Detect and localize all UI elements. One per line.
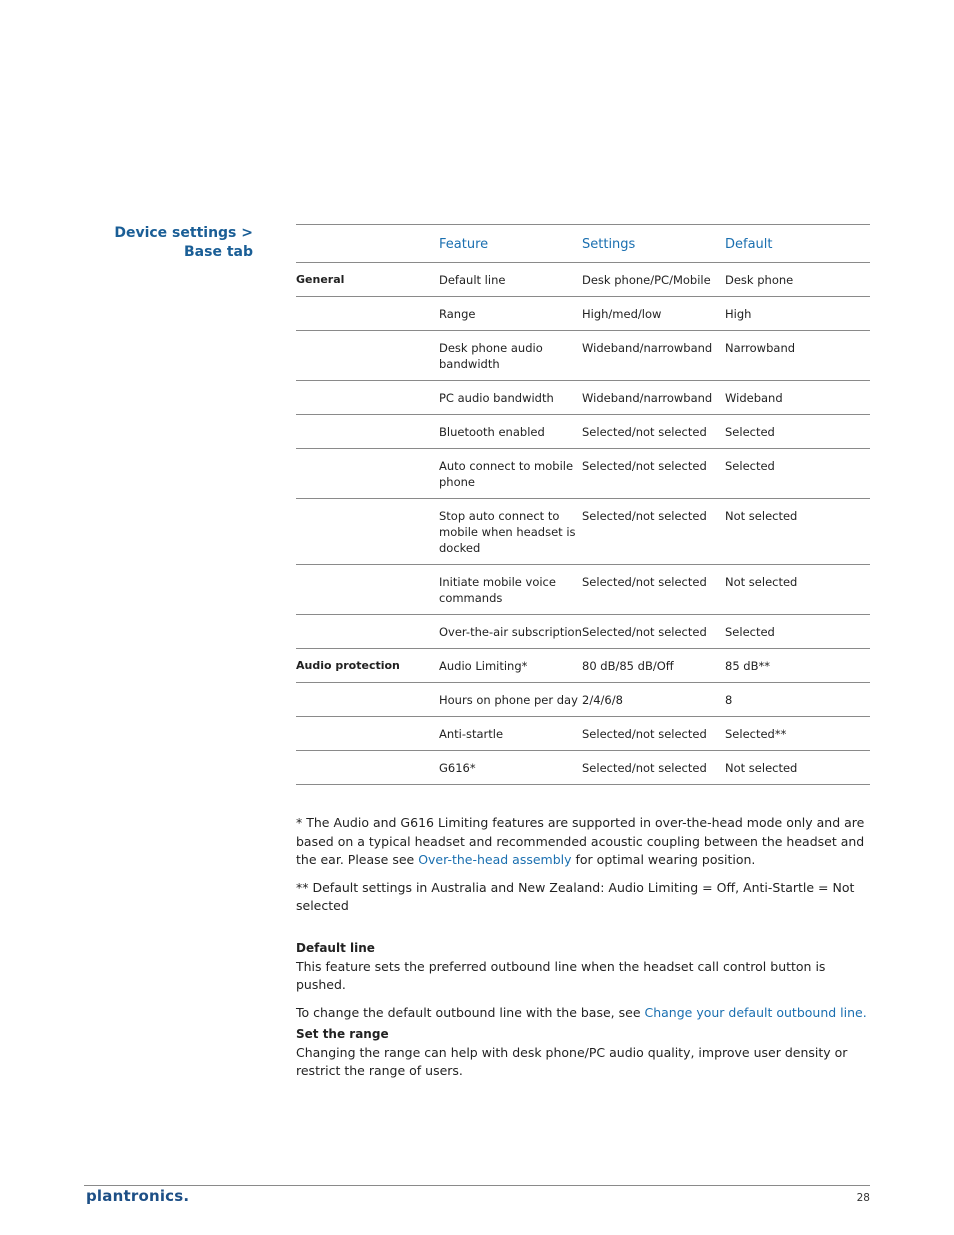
header-category — [296, 225, 439, 263]
row-category — [296, 449, 439, 499]
settings-table — [296, 224, 870, 785]
row-feature: G616* — [439, 761, 476, 775]
row-feature: Anti-startle — [439, 727, 504, 741]
plantronics-logo: plantronics. — [86, 1187, 190, 1205]
table-row — [296, 615, 870, 649]
page-number: 28 — [856, 1192, 870, 1204]
row-default: Selected — [725, 625, 775, 639]
table-body — [296, 263, 870, 785]
footnotes — [296, 814, 870, 916]
footer-divider — [84, 1185, 870, 1186]
row-category — [296, 615, 439, 649]
row-category — [296, 415, 439, 449]
row-feature: Auto connect to mobile phone — [439, 459, 574, 489]
row-default: 8 — [725, 693, 733, 707]
table-row — [296, 415, 870, 449]
table-row — [296, 381, 870, 415]
row-feature: Initiate mobile voice commands — [439, 575, 556, 605]
row-default: Not selected — [725, 509, 798, 523]
row-feature: Default line — [439, 273, 506, 287]
row-feature: Stop auto connect to mobile when headset is docked — [439, 509, 576, 555]
row-feature: Audio Limiting* — [439, 659, 528, 673]
table-row — [296, 449, 870, 499]
set-range-text: Changing the range can help with desk phone/PC audio quality, improve user density or restrict the range of users. — [296, 1044, 848, 1078]
row-feature: Over-the-air subscription — [439, 625, 582, 639]
row-feature: Hours on phone per day — [439, 693, 578, 707]
row-category — [296, 331, 439, 381]
row-default: Selected — [725, 425, 775, 439]
table-row — [296, 297, 870, 331]
row-settings: Desk phone/PC/Mobile — [582, 273, 711, 287]
row-category — [296, 683, 439, 717]
footnote-default-settings: ** Default settings in Australia and New Zealand: Audio Limiting = Off, Anti-Startle = Not selected — [296, 879, 855, 913]
row-settings: Selected/not selected — [582, 575, 707, 589]
row-settings: Selected/not selected — [582, 425, 707, 439]
table-header-row — [296, 225, 870, 263]
header-default: Default — [725, 236, 773, 252]
section-title: Device settings > Base tab — [114, 225, 253, 260]
row-feature: Range — [439, 307, 476, 321]
row-default: High — [725, 307, 752, 321]
row-feature: Bluetooth enabled — [439, 425, 545, 439]
row-category — [296, 499, 439, 565]
row-settings: Selected/not selected — [582, 459, 707, 473]
row-category: Audio protection — [296, 659, 400, 672]
header-feature: Feature — [439, 236, 489, 252]
set-range-heading: Set the range — [296, 1027, 389, 1041]
row-default: Selected — [725, 459, 775, 473]
row-default: Not selected — [725, 761, 798, 775]
row-default: Narrowband — [725, 341, 796, 355]
row-settings: Selected/not selected — [582, 761, 707, 775]
table-row — [296, 499, 870, 565]
row-category: General — [296, 273, 345, 286]
row-default: Desk phone — [725, 273, 794, 287]
row-feature: PC audio bandwidth — [439, 391, 554, 405]
row-default: 85 dB** — [725, 659, 770, 673]
row-settings: 2/4/6/8 — [582, 693, 623, 707]
row-settings: Wideband/narrowband — [582, 341, 713, 355]
row-settings: Selected/not selected — [582, 727, 707, 741]
table-row — [296, 331, 870, 381]
row-feature: Desk phone audio bandwidth — [439, 341, 543, 371]
row-settings: Wideband/narrowband — [582, 391, 713, 405]
header-settings: Settings — [582, 236, 636, 252]
row-settings: 80 dB/85 dB/Off — [582, 659, 674, 673]
set-range-section — [296, 1025, 870, 1081]
table-row — [296, 683, 870, 717]
table-row — [296, 751, 870, 785]
row-settings: Selected/not selected — [582, 509, 707, 523]
default-line-change-text: To change the default outbound line with the base, see Change your default outbound line. — [296, 1004, 867, 1020]
change-default-outbound-line-link[interactable]: Change your default outbound line. — [644, 1004, 867, 1020]
row-category — [296, 297, 439, 331]
table-row — [296, 717, 870, 751]
row-default: Not selected — [725, 575, 798, 589]
over-the-head-assembly-link[interactable]: Over-the-head assembly — [418, 852, 572, 867]
table-row — [296, 649, 870, 683]
footnote-audio-limiting: * The Audio and G616 Limiting features are supported in over-the-head mode only and are based on a typical headset and recommended acoustic coupling between the headset and the ear. Please see Over-the-head assembly for optimal wearing position. — [296, 815, 865, 867]
default-line-section — [296, 939, 870, 1022]
default-line-heading: Default line — [296, 941, 375, 955]
row-category — [296, 565, 439, 615]
row-default: Wideband — [725, 391, 783, 405]
row-category — [296, 751, 439, 785]
default-line-text: This feature sets the preferred outbound line when the headset call control button is pushed. — [296, 958, 826, 992]
row-settings: Selected/not selected — [582, 625, 707, 639]
table-row — [296, 565, 870, 615]
row-default: Selected** — [725, 727, 787, 741]
row-category — [296, 381, 439, 415]
row-category — [296, 717, 439, 751]
row-settings: High/med/low — [582, 307, 662, 321]
table-row — [296, 263, 870, 297]
